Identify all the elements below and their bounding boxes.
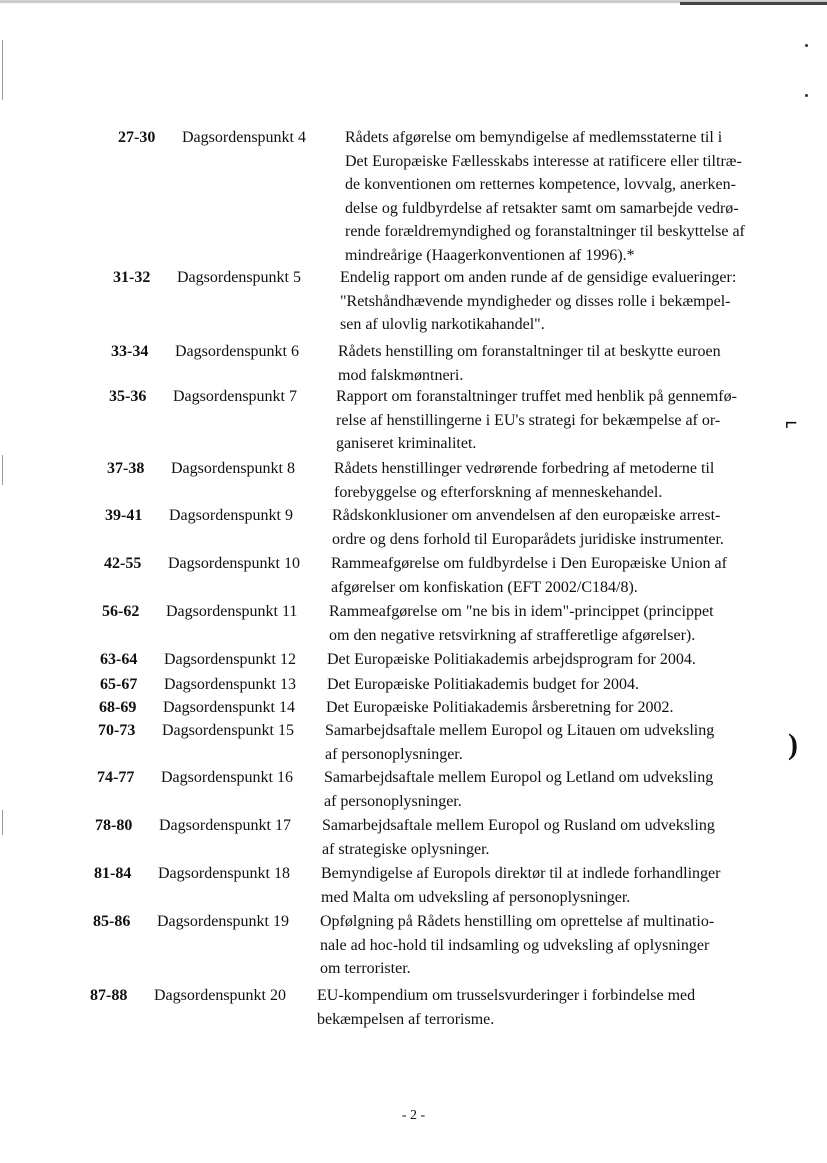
item-agenda-point: Dagsordenspunkt 9 <box>169 507 293 524</box>
item-agenda-point: Dagsordenspunkt 19 <box>157 913 289 930</box>
description-line: sen af ulovlig narkotikahandel". <box>340 316 545 333</box>
item-page-range: 42-55 <box>104 555 142 572</box>
item-agenda-point: Dagsordenspunkt 15 <box>162 722 294 739</box>
item-agenda-point: Dagsordenspunkt 4 <box>182 129 306 146</box>
description-line: Rådets henstilling om foranstaltninger til at beskytte euroen <box>338 343 721 360</box>
description-line: afgørelser om konfiskation (EFT 2002/C184/8). <box>331 578 638 596</box>
description-line: Rådets henstillinger vedrørende forbedring af metoderne til <box>334 460 715 477</box>
item-description <box>340 266 765 337</box>
item-description <box>321 862 746 909</box>
page-number: - 2 - <box>401 1108 426 1123</box>
description-line: med Malta om udveksling af personoplysninger. <box>321 888 631 906</box>
item-description <box>345 126 770 267</box>
description-line: delse og fuldbyrdelse af retsakter samt om samarbejde vedrø- <box>345 199 739 217</box>
description-line: forebyggelse og efterforskning af menneskehandel. <box>334 483 663 501</box>
item-page-range: 35-36 <box>109 388 147 405</box>
item-page-range: 78-80 <box>95 817 133 834</box>
description-line: af strategiske oplysninger. <box>322 840 490 858</box>
description-line: Rammeafgørelse om "ne bis in idem"-princippet (princippet <box>329 603 714 620</box>
item-agenda-point: Dagsordenspunkt 20 <box>154 987 286 1004</box>
item-description <box>324 766 749 813</box>
description-line: rende forældremyndighed og foranstaltninger til beskyttelse af <box>345 223 745 240</box>
item-page-range: 56-62 <box>102 603 140 620</box>
item-description <box>322 814 747 861</box>
item-description <box>331 552 756 599</box>
description-line: Rammeafgørelse om fuldbyrdelse i Den Europæiske Union af <box>331 555 727 572</box>
item-agenda-point: Dagsordenspunkt 8 <box>171 460 295 477</box>
item-description <box>326 696 751 720</box>
description-line: ganiseret kriminalitet. <box>336 435 477 452</box>
description-line: om den negative retsvirkning af strafferetlige afgørelser). <box>329 626 696 644</box>
item-description <box>317 984 742 1031</box>
item-agenda-point: Dagsordenspunkt 11 <box>166 603 298 620</box>
item-page-range: 63-64 <box>100 651 138 668</box>
scan-left-mark <box>2 810 3 835</box>
item-agenda-point: Dagsordenspunkt 18 <box>158 865 290 882</box>
description-line: bekæmpelsen af terrorisme. <box>317 1010 495 1028</box>
description-line: mindreårige (Haagerkonventionen af 1996).* <box>345 246 635 264</box>
item-agenda-point: Dagsordenspunkt 10 <box>168 555 300 572</box>
item-page-range: 33-34 <box>111 343 149 360</box>
description-line: ordre og dens forhold til Europarådets juridiske instrumenter. <box>332 530 724 548</box>
item-page-range: 37-38 <box>107 460 145 477</box>
item-page-range: 27-30 <box>118 129 156 146</box>
item-agenda-point: Dagsordenspunkt 12 <box>164 651 296 668</box>
description-line: mod falskmøntneri. <box>338 366 464 384</box>
item-description <box>325 719 750 766</box>
description-line: Det Europæiske Politiakademis budget for 2004. <box>327 676 639 693</box>
item-agenda-point: Dagsordenspunkt 17 <box>159 817 291 834</box>
item-page-range: 39-41 <box>105 507 143 524</box>
margin-mark: ⌐ <box>785 410 798 435</box>
description-line: Samarbejdsaftale mellem Europol og Letland om udveksling <box>324 769 714 786</box>
description-line: EU-kompendium om trusselsvurderinger i forbindelse med <box>317 987 696 1004</box>
scan-left-mark <box>2 455 3 485</box>
description-line: Samarbejdsaftale mellem Europol og Litauen om udveksling <box>325 722 715 739</box>
item-page-range: 70-73 <box>98 722 136 739</box>
description-line: Rapport om foranstaltninger truffet med henblik på gennemfø- <box>336 388 737 405</box>
item-description <box>336 385 761 456</box>
item-agenda-point: Dagsordenspunkt 6 <box>175 343 299 360</box>
description-line: relse af henstillingerne i EU's strategi for bekæmpelse af or- <box>336 411 721 429</box>
scan-left-mark <box>2 40 3 100</box>
scan-top-edge-dark <box>680 2 827 5</box>
scan-speck <box>805 94 808 97</box>
item-page-range: 74-77 <box>97 769 135 786</box>
item-agenda-point: Dagsordenspunkt 7 <box>173 388 297 405</box>
item-page-range: 31-32 <box>113 269 151 286</box>
description-line: Opfølgning på Rådets henstilling om oprettelse af multinatio- <box>320 913 715 930</box>
item-page-range: 68-69 <box>99 699 137 716</box>
description-line: "Retshåndhævende myndigheder og disses rolle i bekæmpel- <box>340 292 731 310</box>
description-line: Rådskonklusioner om anvendelsen af den europæiske arrest- <box>332 507 721 524</box>
item-description <box>338 340 763 387</box>
description-line: Samarbejdsaftale mellem Europol og Rusland om udveksling <box>322 817 715 834</box>
item-agenda-point: Dagsordenspunkt 16 <box>161 769 293 786</box>
description-line: Det Europæiske Politiakademis arbejdsprogram for 2004. <box>327 651 696 668</box>
description-line: Bemyndigelse af Europols direktør til at indlede forhandlinger <box>321 865 721 882</box>
item-description <box>329 600 754 647</box>
description-line: om terrorister. <box>320 960 411 977</box>
description-line: af personoplysninger. <box>325 745 463 763</box>
item-page-range: 87-88 <box>90 987 128 1004</box>
description-line: Det Europæiske Politiakademis årsberetning for 2002. <box>326 699 674 716</box>
item-description <box>327 648 752 672</box>
item-description <box>320 910 745 981</box>
description-line: Det Europæiske Fællesskabs interesse at ratificere eller tiltræ- <box>345 152 742 170</box>
description-line: Rådets afgørelse om bemyndigelse af medlemsstaterne til i <box>345 129 723 146</box>
item-page-range: 65-67 <box>100 676 138 693</box>
item-description <box>334 457 759 504</box>
item-page-range: 81-84 <box>94 865 132 882</box>
item-page-range: 85-86 <box>93 913 131 930</box>
description-line: Endelig rapport om anden runde af de gensidige evalueringer: <box>340 269 737 286</box>
item-agenda-point: Dagsordenspunkt 14 <box>163 699 295 716</box>
item-description <box>327 673 752 697</box>
margin-mark: ) <box>788 728 798 761</box>
description-line: de konventionen om retternes kompetence, lovvalg, anerken- <box>345 176 736 193</box>
description-line: af personoplysninger. <box>324 792 462 810</box>
description-line: nale ad hoc-hold til indsamling og udveksling af oplysninger <box>320 936 710 954</box>
scan-speck <box>805 44 808 47</box>
item-agenda-point: Dagsordenspunkt 5 <box>177 269 301 286</box>
item-description <box>332 504 757 551</box>
item-agenda-point: Dagsordenspunkt 13 <box>164 676 296 693</box>
